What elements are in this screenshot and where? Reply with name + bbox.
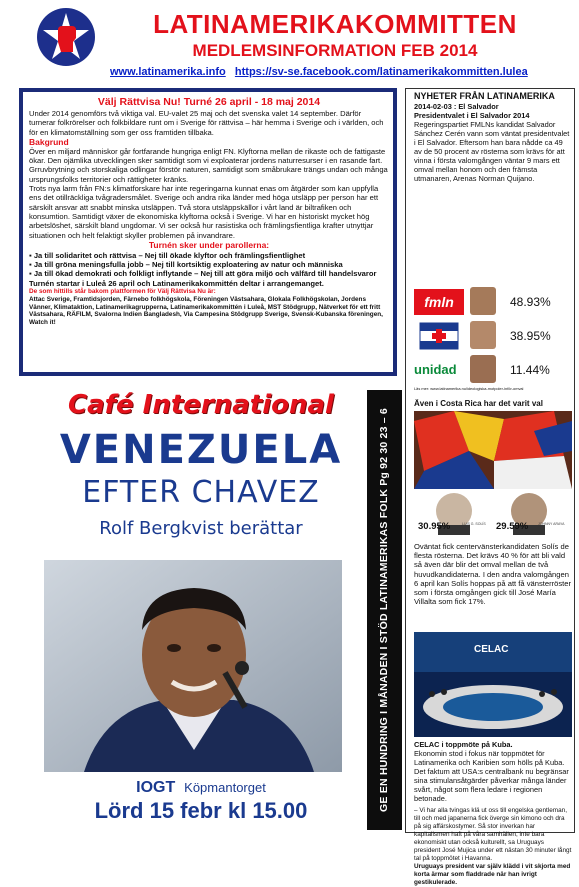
campaign-box	[19, 88, 397, 376]
website-link[interactable]: www.latinamerika.info	[110, 66, 226, 78]
facebook-link[interactable]: https://sv-se.facebook.com/latinamerikakommitten.lulea	[234, 66, 528, 78]
article-body: Regeringspartiet FMLNs kandidat Salvador Sánchez Cerén vann som väntat presidentvalet i El Salvador. Eftersom han bara nådde ca 49 av de 50 procent av rösterna som krävs för att vinna i första valomgången väntar 9 mars ett omval mellan honom och den främsta utmanaren, Arenas Norman Quijano.	[414, 120, 570, 183]
result-percent: 38.95%	[510, 329, 551, 343]
paroller-heading: Turnén sker under parollerna:	[148, 239, 270, 250]
celac-heading: CELAC i toppmöte på Kuba.	[414, 740, 513, 749]
el-salvador-article	[414, 102, 572, 183]
slogan-item: ▪ Ja till gröna meningsfulla jobb – Nej till kortsiktig exploatering av natur och människa	[29, 260, 343, 270]
poster-date: Lörd 15 febr kl 15.00	[94, 798, 308, 823]
celac-label: CELAC	[474, 644, 509, 655]
celac-body: Ekonomin stod i fokus när toppmötet för Latinamerika och Karibien som hölls på Kuba. Det faktum att USA:s centralbank nu begränsar sina stimulansåtgärder påverkar många länder svårt, något som flera ledare i regionen betonade.	[414, 749, 569, 803]
header-links	[110, 66, 570, 79]
result-percent: 48.93%	[510, 295, 551, 309]
donation-band	[367, 390, 402, 830]
chavez-photo	[44, 560, 342, 772]
costa-rica-heading: Även i Costa Rica har det varit val	[414, 399, 543, 408]
fmln-logo-icon: fmln	[414, 289, 464, 315]
result-arena	[414, 321, 574, 351]
candidate-photo	[470, 355, 496, 383]
candidate-photo	[470, 321, 496, 349]
poster-subtitle: EFTER CHAVEZ	[82, 475, 320, 510]
araya-name: JOHNNY ARAYA	[538, 522, 565, 526]
celac-summit-photo	[414, 632, 572, 737]
closing-text: Uruguays president var själv klädd i vit skjorta med korta ärmar som fladdrade när han ivrigt gestikulerade.	[414, 863, 571, 886]
news-heading: NYHETER FRÅN LATINAMERIKA	[414, 91, 555, 101]
costa-rica-flags-photo	[414, 411, 572, 489]
bakgrund-text: Över en miljard människor går fortfarande hungriga enligt FN. Klyftorna mellan de rikaste och de fattigaste ökar. Den ojämlika utvecklingen sker samtidigt som vi exploaterar jordens naturresurser i en rasande fart. Grruvbrytning och storskaliga odlingar förstör naturen, samtidigt som småbrukare trängs undan och många ursprungsfolks territorier och rättigheter kränks.	[29, 146, 388, 184]
celac-article	[414, 740, 572, 887]
newsletter-subtitle: MEDLEMSINFORMATION FEB 2014	[192, 41, 478, 60]
source-link[interactable]: Läs mer: www.latinamerika.nu/ideologiska-motpoler-inför-omval	[414, 386, 524, 391]
candidate-photo	[470, 287, 496, 315]
platform-members: Attac Sverige, Framtidsjorden, Färnebo folkhögskola, Föreningen Västsahara, Glokala Folkhögskolan, Jordens Vänner, Klimataktion, Latinamerikagrupperna, Latinamerikakommittén i Luleå, MST Stödgrupp, Nätverket för ett fritt Västsahara, RÄFILM, Svalorna Indien Bangladesh, Via Campesina Stödgrupp Sverige, Svensk-Kubanska föreningen, Watch it!	[29, 295, 383, 327]
climate-text: Trots nya larm från FN:s klimatforskare har inte regeringarna kunnat enas om åtgärder som kan uppfylla ens det otillräckliga tvågradersmålet. Sverige och andra rika länder med höga utsläpp per person har ett särskilt ansvar att snabbt minska utsläppen. Två stora utsläppskällor i vårt land är biltrafiken och konsumtion. Samtidigt växer de ekonomiska klyftorna också i Sverige. Vi har en historiskt mycket hög arbetslöshet, särskilt bland ungdomar. Vi ser också hur rasistiska och främlingsfientliga krafter utnyttjar situationen och helt felaktigt skyller problemen på invandrare.	[29, 184, 379, 240]
result-percent: 11.44%	[510, 363, 550, 377]
campaign-intro: Under 2014 genomförs två viktiga val. EU-valet 25 maj och det svenska valet 14 september. Därför turnerar folkrörelser och folkbildare runt om i Sverige för rättvisa – här hemma i Sverige och i världen, och för en klimatomställning som ger oss framtiden tillbaka.	[29, 109, 384, 137]
poster-cafe-title: Café International	[68, 390, 334, 420]
poster-speaker: Rolf Bergkvist berättar	[99, 518, 303, 539]
bakgrund-label: Bakgrund	[29, 136, 69, 147]
slogan-item: ▪ Ja till solidaritet och rättvisa – Nej till ökade klyftor och främlingsfientlighet	[29, 250, 306, 260]
slogan-item: ▪ Ja till ökad demokrati och folkligt inflytande – Nej till att göra miljö och välfärd till handelsvaror	[29, 269, 377, 279]
poster-country: VENEZUELA	[59, 427, 343, 473]
article-date: 2014-02-03 : El Salvador	[414, 102, 499, 111]
result-unidad	[414, 355, 574, 385]
event-poster	[36, 390, 366, 830]
costa-rica-article: Oväntat fick centervänsterkandidaten Solís de flesta rösterna. Det krävs 40 % för att bli vald så även där blir det omval mellan de två huvudkandidaterna. I den andra valomgången 6 april kan Solís hoppas på att få vänsterröster som i första omgången gick till José María Villalta som fick 17%.	[414, 542, 572, 607]
donation-text: GE EN HUNDRING I MÅNADEN I STÖD LATINAMERIKAS FOLK Pg 92 30 23 – 6	[378, 408, 390, 812]
committee-logo-fist-icon	[37, 8, 95, 66]
araya-percent: 29.59%	[496, 521, 529, 532]
platform-heading: De som hittills står bakom plattformen för Välj Rättvisa Nu är:	[29, 288, 216, 296]
arena-logo-icon	[414, 323, 464, 349]
mujica-quote: – Vi har alla tvingas klä ut oss till engelska gentleman, till och med japanerna fick överge sin kimono och dra på sig affärskostymer. Så stor inverkan har kapitalismen haft på våra samhällen, inte bara ekonomiskt utan också kulturellt, sa Uruguays president José Mujica under ett nästan 30 minuter långt tal på toppmötet i Havanna.	[414, 807, 572, 862]
unidad-logo-icon: unidad	[414, 362, 457, 377]
tour-start-text: Turnén startar i Luleå 26 april och Latinamerikakommittén deltar i arrangemanget.	[29, 278, 324, 288]
costa-rica-candidates	[414, 491, 572, 549]
campaign-heading: Välj Rättvisa Nu! Turné 26 april - 18 maj 2014	[97, 96, 321, 108]
result-fmln	[414, 287, 574, 317]
article-title: Presidentvalet i El Salvador 2014	[414, 111, 530, 120]
newsletter-title: LATINAMERIKAKOMMITTEN	[153, 9, 517, 39]
news-column	[405, 88, 575, 886]
solis-name: LUIS G. SOLÍS	[462, 522, 486, 526]
solis-percent: 30.95%	[418, 521, 451, 532]
poster-venue: IOGT Köpmantorget	[136, 779, 266, 796]
